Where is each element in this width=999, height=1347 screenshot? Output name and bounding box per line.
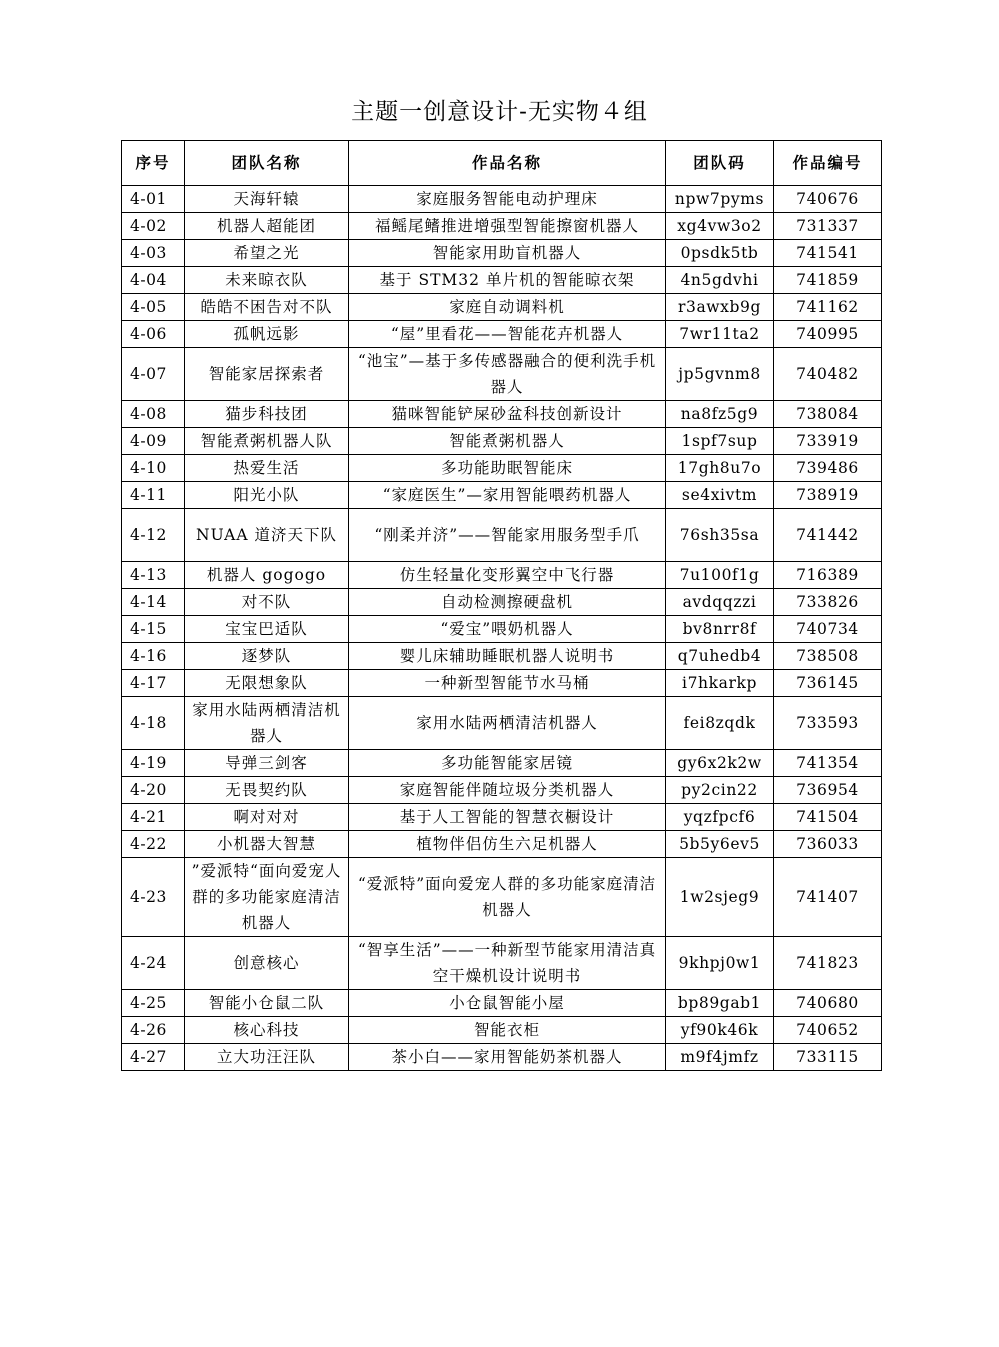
- cell-team-name: 小机器大智慧: [185, 831, 349, 858]
- cell-seq: 4-25: [122, 990, 185, 1017]
- table-row: [122, 858, 882, 937]
- cell-work-id: 739486: [774, 455, 882, 482]
- cell-work-id: 736954: [774, 777, 882, 804]
- cell-team-name: 核心科技: [185, 1017, 349, 1044]
- cell-work-name: 小仓鼠智能小屋: [349, 990, 666, 1017]
- table-row: [122, 697, 882, 750]
- table-row: [122, 321, 882, 348]
- cell-work-name: 家庭服务智能电动护理床: [349, 186, 666, 213]
- cell-team-code: r3awxb9g: [666, 294, 774, 321]
- cell-team-code: gy6x2k2w: [666, 750, 774, 777]
- cell-seq: 4-04: [122, 267, 185, 294]
- cell-work-name: “爱派特”面向爱宠人群的多功能家庭清洁机器人: [349, 858, 666, 937]
- cell-work-id: 740680: [774, 990, 882, 1017]
- cell-work-name: 自动检测擦硬盘机: [349, 589, 666, 616]
- cell-work-id: 733826: [774, 589, 882, 616]
- cell-work-id: 741162: [774, 294, 882, 321]
- cell-team-code: yf90k46k: [666, 1017, 774, 1044]
- cell-seq: 4-24: [122, 937, 185, 990]
- cell-team-code: m9f4jmfz: [666, 1044, 774, 1071]
- cell-team-code: 1w2sjeg9: [666, 858, 774, 937]
- cell-team-code: q7uhedb4: [666, 643, 774, 670]
- cell-team-name: 机器人 gogogo: [185, 562, 349, 589]
- cell-team-name: 智能煮粥机器人队: [185, 428, 349, 455]
- table-row: [122, 348, 882, 401]
- cell-work-name: 植物伴侣仿生六足机器人: [349, 831, 666, 858]
- cell-work-name: “智享生活”——一种新型节能家用清洁真空干燥机设计说明书: [349, 937, 666, 990]
- cell-team-name: ”爱派特“面向爱宠人群的多功能家庭清洁机器人: [185, 858, 349, 937]
- cell-team-name: 创意核心: [185, 937, 349, 990]
- table-row: [122, 1044, 882, 1071]
- cell-seq: 4-22: [122, 831, 185, 858]
- cell-seq: 4-03: [122, 240, 185, 267]
- cell-team-code: jp5gvnm8: [666, 348, 774, 401]
- column-header-seq: 序号: [122, 141, 185, 186]
- cell-work-id: 733919: [774, 428, 882, 455]
- table-row: [122, 616, 882, 643]
- cell-team-name: 天海轩辕: [185, 186, 349, 213]
- cell-work-name: “家庭医生”—家用智能喂药机器人: [349, 482, 666, 509]
- cell-seq: 4-16: [122, 643, 185, 670]
- table-header-row: [122, 141, 882, 186]
- cell-work-name: “爱宝”喂奶机器人: [349, 616, 666, 643]
- cell-work-id: 733115: [774, 1044, 882, 1071]
- cell-team-code: fei8zqdk: [666, 697, 774, 750]
- cell-work-name: 一种新型智能节水马桶: [349, 670, 666, 697]
- cell-team-code: 4n5gdvhi: [666, 267, 774, 294]
- cell-seq: 4-02: [122, 213, 185, 240]
- cell-work-name: “屋”里看花——智能花卉机器人: [349, 321, 666, 348]
- cell-team-name: 智能小仓鼠二队: [185, 990, 349, 1017]
- cell-work-name: 智能煮粥机器人: [349, 428, 666, 455]
- table-row: [122, 509, 882, 562]
- cell-work-id: 741859: [774, 267, 882, 294]
- document-title: 主题一创意设计-无实物４组: [351, 99, 648, 125]
- cell-work-id: 741541: [774, 240, 882, 267]
- column-header-code: 团队码: [666, 141, 774, 186]
- cell-seq: 4-18: [122, 697, 185, 750]
- cell-work-name: 猫咪智能铲屎砂盆科技创新设计: [349, 401, 666, 428]
- cell-work-id: 716389: [774, 562, 882, 589]
- cell-team-code: 9khpj0w1: [666, 937, 774, 990]
- cell-seq: 4-12: [122, 509, 185, 562]
- column-header-work: 作品名称: [349, 141, 666, 186]
- table-row: [122, 750, 882, 777]
- cell-work-id: 741354: [774, 750, 882, 777]
- cell-work-name: “刚柔并济”——智能家用服务型手爪: [349, 509, 666, 562]
- cell-work-id: 741823: [774, 937, 882, 990]
- cell-seq: 4-14: [122, 589, 185, 616]
- cell-team-name: 立大功汪汪队: [185, 1044, 349, 1071]
- cell-work-name: 基于人工智能的智慧衣橱设计: [349, 804, 666, 831]
- cell-work-name: 仿生轻量化变形翼空中飞行器: [349, 562, 666, 589]
- table-row: [122, 240, 882, 267]
- cell-team-name: 皓皓不困告对不队: [185, 294, 349, 321]
- cell-team-name: NUAA 道济天下队: [185, 509, 349, 562]
- cell-team-code: 5b5y6ev5: [666, 831, 774, 858]
- cell-work-name: 多功能助眠智能床: [349, 455, 666, 482]
- cell-seq: 4-06: [122, 321, 185, 348]
- table-row: [122, 804, 882, 831]
- cell-seq: 4-08: [122, 401, 185, 428]
- cell-team-name: 无限想象队: [185, 670, 349, 697]
- cell-team-code: i7hkarkp: [666, 670, 774, 697]
- table-row: [122, 670, 882, 697]
- cell-team-name: 家用水陆两栖清洁机器人: [185, 697, 349, 750]
- cell-work-id: 741407: [774, 858, 882, 937]
- cell-seq: 4-01: [122, 186, 185, 213]
- cell-work-name: 家用水陆两栖清洁机器人: [349, 697, 666, 750]
- cell-team-name: 猫步科技团: [185, 401, 349, 428]
- cell-team-name: 智能家居探索者: [185, 348, 349, 401]
- cell-team-name: 热爱生活: [185, 455, 349, 482]
- cell-work-name: 福鳐尾鳍推进增强型智能擦窗机器人: [349, 213, 666, 240]
- cell-seq: 4-26: [122, 1017, 185, 1044]
- cell-seq: 4-13: [122, 562, 185, 589]
- cell-work-id: 741504: [774, 804, 882, 831]
- table-row: [122, 562, 882, 589]
- cell-seq: 4-11: [122, 482, 185, 509]
- cell-work-id: 736145: [774, 670, 882, 697]
- cell-work-name: 多功能智能家居镜: [349, 750, 666, 777]
- cell-team-code: xg4vw3o2: [666, 213, 774, 240]
- cell-team-code: 7wr11ta2: [666, 321, 774, 348]
- table-row: [122, 455, 882, 482]
- cell-team-code: se4xivtm: [666, 482, 774, 509]
- table-row: [122, 294, 882, 321]
- cell-work-id: 731337: [774, 213, 882, 240]
- cell-seq: 4-21: [122, 804, 185, 831]
- cell-seq: 4-09: [122, 428, 185, 455]
- cell-team-name: 逐梦队: [185, 643, 349, 670]
- cell-seq: 4-17: [122, 670, 185, 697]
- table-row: [122, 401, 882, 428]
- table-row: [122, 777, 882, 804]
- cell-work-name: 家庭自动调料机: [349, 294, 666, 321]
- cell-team-code: 76sh35sa: [666, 509, 774, 562]
- cell-work-id: 740734: [774, 616, 882, 643]
- cell-work-id: 738919: [774, 482, 882, 509]
- cell-work-id: 738084: [774, 401, 882, 428]
- cell-work-id: 740676: [774, 186, 882, 213]
- cell-work-name: 基于 STM32 单片机的智能晾衣架: [349, 267, 666, 294]
- cell-team-code: avdqqzzi: [666, 589, 774, 616]
- cell-team-code: 7u100f1g: [666, 562, 774, 589]
- table-row: [122, 937, 882, 990]
- cell-seq: 4-15: [122, 616, 185, 643]
- cell-team-name: 无畏契约队: [185, 777, 349, 804]
- table-row: [122, 482, 882, 509]
- cell-team-code: bp89gab1: [666, 990, 774, 1017]
- cell-work-id: 741442: [774, 509, 882, 562]
- cell-work-name: 智能衣柜: [349, 1017, 666, 1044]
- cell-team-name: 阳光小队: [185, 482, 349, 509]
- cell-work-id: 740652: [774, 1017, 882, 1044]
- table-row: [122, 267, 882, 294]
- table-row: [122, 831, 882, 858]
- cell-work-name: 茶小白——家用智能奶茶机器人: [349, 1044, 666, 1071]
- cell-work-name: 婴儿床辅助睡眠机器人说明书: [349, 643, 666, 670]
- cell-work-name: 智能家用助盲机器人: [349, 240, 666, 267]
- cell-team-code: 0psdk5tb: [666, 240, 774, 267]
- table-row: [122, 1017, 882, 1044]
- table-row: [122, 186, 882, 213]
- cell-team-code: 1spf7sup: [666, 428, 774, 455]
- column-header-id: 作品编号: [774, 141, 882, 186]
- cell-work-name: 家庭智能伴随垃圾分类机器人: [349, 777, 666, 804]
- cell-team-code: na8fz5g9: [666, 401, 774, 428]
- cell-team-name: 未来晾衣队: [185, 267, 349, 294]
- award-table: [121, 140, 882, 1071]
- table-row: [122, 643, 882, 670]
- cell-team-code: yqzfpcf6: [666, 804, 774, 831]
- cell-team-name: 宝宝巴适队: [185, 616, 349, 643]
- cell-work-id: 740995: [774, 321, 882, 348]
- cell-team-code: py2cin22: [666, 777, 774, 804]
- cell-team-code: bv8nrr8f: [666, 616, 774, 643]
- cell-team-name: 啊对对对: [185, 804, 349, 831]
- cell-seq: 4-27: [122, 1044, 185, 1071]
- cell-team-name: 机器人超能团: [185, 213, 349, 240]
- cell-work-id: 740482: [774, 348, 882, 401]
- cell-work-id: 738508: [774, 643, 882, 670]
- cell-team-code: 17gh8u7o: [666, 455, 774, 482]
- table-row: [122, 990, 882, 1017]
- cell-team-name: 希望之光: [185, 240, 349, 267]
- cell-team-name: 导弹三剑客: [185, 750, 349, 777]
- cell-team-name: 对不队: [185, 589, 349, 616]
- cell-team-code: npw7pyms: [666, 186, 774, 213]
- table-row: [122, 589, 882, 616]
- cell-work-id: 733593: [774, 697, 882, 750]
- table-row: [122, 213, 882, 240]
- cell-seq: 4-07: [122, 348, 185, 401]
- cell-team-name: 孤帆远影: [185, 321, 349, 348]
- column-header-team: 团队名称: [185, 141, 349, 186]
- table-row: [122, 428, 882, 455]
- cell-seq: 4-23: [122, 858, 185, 937]
- cell-seq: 4-05: [122, 294, 185, 321]
- cell-work-name: “池宝”—基于多传感器融合的便利洗手机器人: [349, 348, 666, 401]
- cell-seq: 4-10: [122, 455, 185, 482]
- cell-seq: 4-19: [122, 750, 185, 777]
- cell-seq: 4-20: [122, 777, 185, 804]
- table-body: [122, 186, 882, 1071]
- cell-work-id: 736033: [774, 831, 882, 858]
